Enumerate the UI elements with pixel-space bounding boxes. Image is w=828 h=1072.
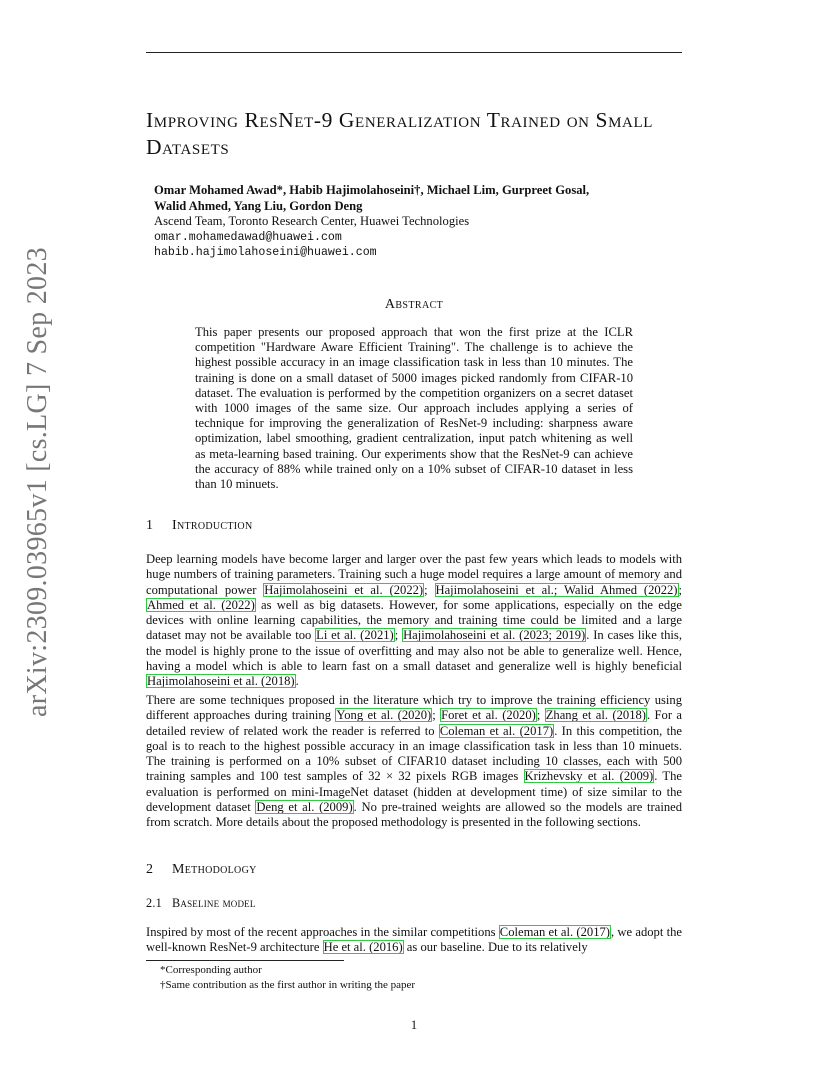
citation-link[interactable]: Hajimolahoseini et al. (2023; 2019) <box>403 628 586 643</box>
text-run: ; <box>536 708 545 723</box>
section-methodology <box>146 862 257 878</box>
subsection-baseline-model <box>146 896 256 911</box>
page-number: 1 <box>410 1018 418 1032</box>
arxiv-stamp-text[interactable]: arXiv:2309.03965v1 [cs.LG] 7 Sep 2023 <box>22 247 53 717</box>
section-title: Methodology <box>172 862 257 877</box>
top-rule <box>146 52 682 53</box>
text-run: ; <box>432 708 441 723</box>
section-introduction <box>146 518 252 534</box>
footnote-2: †Same contribution as the first author in writing the paper <box>160 978 416 991</box>
text-run: . <box>295 674 299 689</box>
text-run: as well as big datasets. However, for some applications, especially on the edge devices with online learning capabilities, the memory and training time could be limited and a large dataset may not be available too <box>146 597 683 643</box>
text-run: Deep learning models have become larger and larger over the past few years which leads to models with huge numbers of training parameters. Training such a huge model requires a large amount of memory and computational power <box>146 552 682 597</box>
footnote-1: *Corresponding author <box>160 964 262 976</box>
citation-link[interactable]: Ahmed et al. (2022) <box>147 597 255 612</box>
author-names-line1: Omar Mohamed Awad*, Habib Hajimolahoseini†, Michael Lim, Gurpreet Gosal, <box>154 183 590 197</box>
citation-link[interactable]: Hajimolahoseini et al.; Walid Ahmed (2022) <box>435 582 678 597</box>
intro-paragraph-1 <box>146 552 682 690</box>
citation-link[interactable]: Coleman et al. (2017) <box>439 723 554 738</box>
author-block <box>154 183 684 261</box>
baseline-paragraph <box>146 925 682 956</box>
citation-link[interactable]: Coleman et al. (2017) <box>499 925 610 939</box>
citation-link[interactable]: Yong et al. (2020) <box>336 708 432 723</box>
subsection-title: Baseline model <box>172 896 256 910</box>
citation-link[interactable]: Foret et al. (2020) <box>441 708 536 723</box>
footnotes <box>160 963 415 992</box>
footnote-rule <box>146 960 344 961</box>
text-run: . The evaluation is performed on mini-ImageNet dataset (hidden at development time) of size similar to the development dataset <box>146 769 682 815</box>
citation-link[interactable]: Hajimolahoseini et al. (2022) <box>264 582 424 597</box>
text-run: . In this competition, the goal is to reach to the highest possible accuracy in an image classification task in less than 10 minuets. The training is performed on a 10% subset of CIFAR10 dataset including 10 classes, each with 500 training samples and 100 test samples of 32 × 32 pixels RGB images <box>146 723 682 784</box>
text-run: , we adopt the well-known ResNet-9 architecture <box>146 925 683 955</box>
abstract-heading: Abstract <box>384 297 444 312</box>
email-1[interactable]: omar.mohamedawad@huawei.com <box>154 230 342 244</box>
text-run: ; <box>424 582 435 597</box>
text-run: ; <box>678 582 682 597</box>
text-run: . For a detailed review of related work the reader is referred to <box>146 708 683 738</box>
affiliation: Ascend Team, Toronto Research Center, Huawei Technologies <box>154 214 470 228</box>
text-run: as our baseline. Due to its relatively <box>403 940 588 955</box>
section-number: 1 <box>146 518 154 533</box>
citation-link[interactable]: Li et al. (2021) <box>316 628 394 643</box>
text-run: There are some techniques proposed in the literature which try to improve the training efficiency using different approaches during training <box>146 693 682 723</box>
subsection-number: 2.1 <box>146 896 162 910</box>
text-run: . In cases like this, the model is highly prone to the issue of overfitting and may also not be able to generalize well. Hence, having a model which is able to learn fast on a small dataset and generalize well is highly beneficial <box>146 628 682 674</box>
citation-link[interactable]: Deng et al. (2009) <box>256 800 353 815</box>
text-run: Inspired by most of the recent approaches in the similar competitions <box>146 925 499 939</box>
citation-link[interactable]: Krizhevsky et al. (2009) <box>524 769 654 784</box>
text-run: . No pre-trained weights are allowed so the models are trained from scratch. More details about the proposed methodology is presented in the following sections. <box>146 800 682 830</box>
email-2[interactable]: habib.hajimolahoseini@huawei.com <box>154 246 377 259</box>
intro-paragraph-2 <box>146 693 682 831</box>
citation-link[interactable]: He et al. (2016) <box>323 940 403 955</box>
section-title: Introduction <box>172 518 253 533</box>
citation-link[interactable]: Hajimolahoseini et al. (2018) <box>147 674 295 689</box>
citation-link[interactable]: Zhang et al. (2018) <box>545 708 646 723</box>
abstract-text: This paper presents our proposed approach that won the first prize at the ICLR competition "Hardware Aware Efficient Training". The challenge is to achieve the highest possible accuracy in an image classification task in less than 10 minutes. The training is done on a small dataset of 5000 images picked randomly from CIFAR-10 dataset. The evaluation is performed by the competition organizers on a secret dataset with 1000 images of the same size. Our approach includes applying a series of technique for improving the generalization of ResNet-9 including: sharpness aware optimization, label smoothing, gradient centralization, input patch whitening as well as meta-learning based training. Our experiments show that the ResNet-9 can achieve the accuracy of 88% while trained only on a 10% subset of CIFAR-10 dataset in less than 10 minuets. <box>195 325 633 492</box>
section-number: 2 <box>146 862 154 877</box>
paper-title: Improving ResNet-9 Generalization Trained on Small Datasets <box>146 108 654 159</box>
text-run: ; <box>394 628 403 643</box>
author-names-line2: Walid Ahmed, Yang Liu, Gordon Deng <box>154 198 363 213</box>
